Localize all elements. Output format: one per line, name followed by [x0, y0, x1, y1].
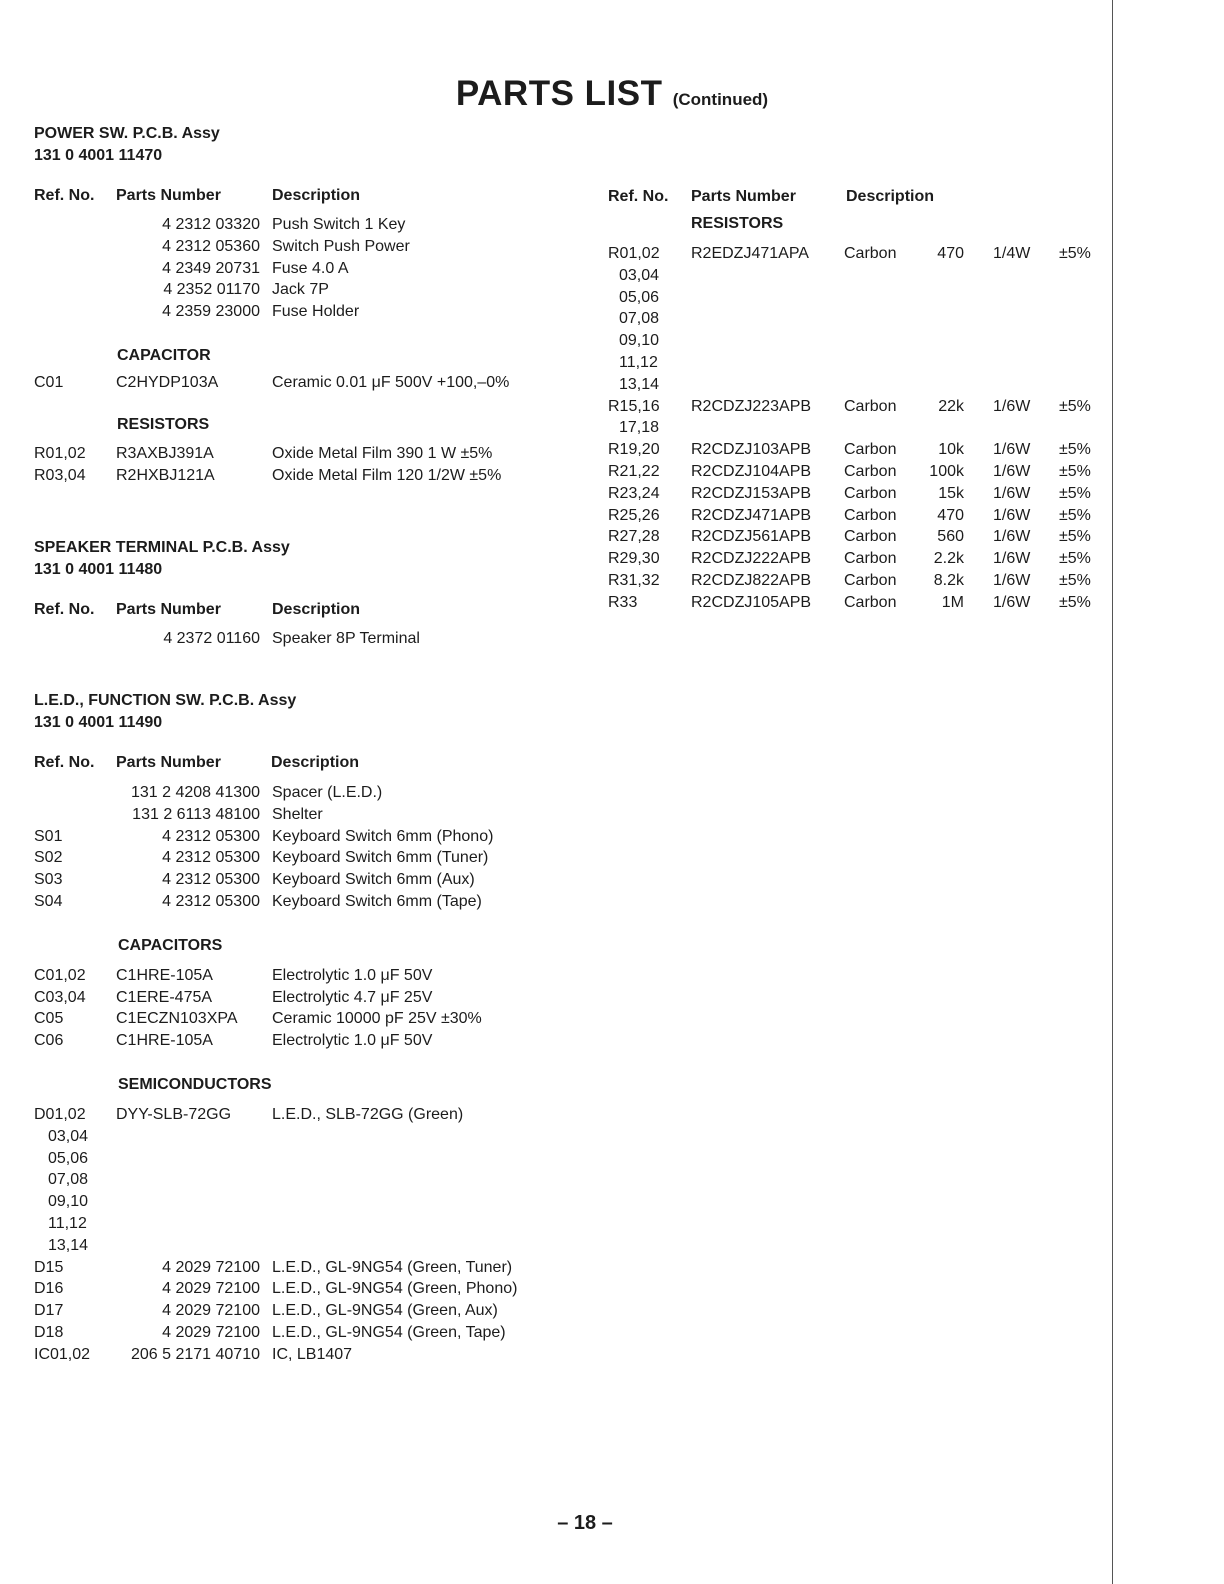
list-item [34, 1171, 594, 1193]
wattage: 1/6W [993, 593, 1031, 611]
speaker-table-header [34, 601, 574, 623]
parts-number: 4 2312 05300 [162, 849, 260, 867]
led-semiconductors-heading [34, 1076, 594, 1098]
description: Electrolytic 1.0 μF 50V [272, 966, 433, 984]
parts-number: 4 2312 05300 [162, 871, 260, 889]
tolerance: ±5% [1059, 550, 1091, 568]
capacitors-title: CAPACITORS [118, 936, 223, 954]
parts-number: 4 2372 01160 [163, 630, 260, 647]
list-item [34, 303, 574, 325]
list-item [34, 1237, 594, 1259]
list-item [34, 1280, 594, 1302]
list-item [34, 828, 594, 850]
led-items-list [34, 784, 594, 915]
parts-number: C1HRE-105A [116, 966, 213, 984]
parts-number: C1ECZN103XPA [116, 1010, 238, 1028]
resistance-value: 560 [937, 528, 964, 546]
wattage: 1/6W [993, 397, 1031, 415]
list-item [34, 784, 594, 806]
ref-number: R27,28 [608, 528, 660, 546]
description: Keyboard Switch 6mm (Tape) [272, 892, 482, 910]
list-item [34, 1032, 594, 1054]
table-row [608, 594, 1108, 616]
power-assy-number: 131 0 4001 11470 [34, 147, 163, 164]
tolerance: ±5% [1059, 245, 1091, 262]
description: Ceramic 0.01 μF 500V +100,–0% [272, 373, 510, 391]
ref-number: R01,02 [34, 444, 86, 462]
page-number: – 18 – [557, 1512, 613, 1534]
list-item [34, 1193, 594, 1215]
tolerance: ±5% [1059, 397, 1091, 415]
parts-number: 4 2352 01170 [163, 281, 260, 299]
ref-number: C06 [34, 1032, 64, 1050]
description: Shelter [272, 805, 323, 823]
list-item [34, 630, 574, 652]
right-table-header [608, 188, 1108, 210]
power-resistor-list [34, 445, 574, 489]
parts-number: R2CDZJ103APB [691, 441, 812, 459]
table-row [608, 419, 1108, 441]
list-item [34, 238, 574, 260]
ref-number: 13,14 [48, 1236, 89, 1254]
parts-number: R2CDZJ223APB [691, 397, 812, 415]
power-sw-section [34, 123, 574, 488]
resistor-type: Carbon [844, 506, 897, 524]
ref-number: 11,12 [619, 353, 658, 371]
table-row [608, 289, 1108, 311]
resistance-value: 22k [938, 397, 964, 415]
speaker-assy-name: SPEAKER TERMINAL P.C.B. Assy [34, 539, 290, 556]
table-row [608, 398, 1108, 420]
list-item [34, 374, 574, 396]
title-main: PARTS LIST [455, 74, 663, 113]
resistor-type: Carbon [844, 245, 897, 262]
tolerance: ±5% [1059, 571, 1091, 589]
parts-number: 4 2029 72100 [162, 1302, 260, 1320]
resistor-type: Carbon [844, 484, 897, 502]
description: Keyboard Switch 6mm (Aux) [272, 871, 475, 889]
wattage: 1/6W [993, 550, 1031, 568]
ref-number: 03,04 [48, 1127, 89, 1145]
wattage: 1/6W [993, 571, 1031, 589]
description-header: Description [271, 754, 360, 771]
ref-header: Ref. No. [608, 188, 669, 205]
ref-number: 07,08 [619, 310, 660, 328]
table-row [608, 550, 1108, 572]
parts-number: R2CDZJ222APB [691, 550, 812, 568]
table-row [608, 245, 1108, 267]
parts-number: R2CDZJ471APB [691, 506, 812, 524]
resistors-title: RESISTORS [691, 215, 784, 232]
parts-number: C2HYDP103A [116, 373, 219, 391]
resistance-value: 470 [937, 506, 964, 524]
title-sub: (Continued) [672, 90, 769, 109]
power-items-list [34, 216, 574, 325]
list-item [34, 260, 574, 282]
power-table-header [34, 187, 574, 209]
ref-number: R25,26 [608, 506, 660, 524]
description: Keyboard Switch 6mm (Tuner) [272, 849, 489, 867]
resistance-value: 8.2k [933, 571, 964, 589]
tolerance: ±5% [1059, 484, 1091, 502]
ref-number: 05,06 [48, 1149, 89, 1167]
description: Push Switch 1 Key [272, 216, 406, 233]
page-title [0, 74, 1224, 114]
right-resistor-list [608, 245, 1108, 616]
parts-number: R2EDZJ471APA [691, 245, 809, 262]
power-capacitor-heading [34, 347, 574, 369]
right-resistors-heading [608, 215, 1108, 237]
list-item [34, 1215, 594, 1237]
description: L.E.D., GL-9NG54 (Green, Phono) [272, 1280, 518, 1298]
table-row [608, 376, 1108, 398]
ref-number: R23,24 [608, 484, 660, 502]
power-resistors-heading [34, 416, 574, 438]
ref-number: R01,02 [608, 245, 660, 262]
ref-number: 11,12 [48, 1214, 87, 1232]
description: Oxide Metal Film 120 1/2W ±5% [272, 466, 502, 484]
list-item [34, 281, 574, 303]
description: Switch Push Power [272, 237, 410, 255]
list-item [34, 989, 594, 1011]
semiconductors-title: SEMICONDUCTORS [118, 1075, 272, 1093]
parts-number: R2CDZJ104APB [691, 462, 812, 480]
ref-number: C03,04 [34, 988, 86, 1006]
ref-header: Ref. No. [34, 754, 95, 771]
table-row [608, 441, 1108, 463]
led-table-header [34, 754, 594, 776]
parts-number: 4 2312 05300 [162, 892, 260, 910]
list-item [34, 445, 574, 467]
parts-number: R2CDZJ153APB [691, 484, 812, 502]
parts-number: R2CDZJ105APB [691, 593, 812, 611]
description: Jack 7P [272, 281, 329, 299]
ref-number: R29,30 [608, 550, 660, 568]
page-border-line [1112, 0, 1113, 1584]
ref-number: 13,14 [619, 375, 660, 393]
list-item [34, 1346, 594, 1368]
tolerance: ±5% [1059, 462, 1091, 480]
speaker-terminal-section [34, 537, 574, 652]
tolerance: ±5% [1059, 506, 1091, 524]
list-item [34, 967, 594, 989]
power-assy-name: POWER SW. P.C.B. Assy [34, 125, 220, 142]
ref-number: R15,16 [608, 397, 660, 415]
description: L.E.D., GL-9NG54 (Green, Tuner) [272, 1258, 513, 1276]
ref-number: IC01,02 [34, 1345, 91, 1363]
ref-number: S04 [34, 892, 63, 910]
parts-number: R3AXBJ391A [116, 444, 214, 462]
description: Electrolytic 4.7 μF 25V [272, 988, 433, 1006]
parts-number: 131 2 4208 41300 [130, 784, 260, 801]
ref-number: 17,18 [619, 419, 660, 437]
wattage: 1/4W [993, 245, 1031, 262]
description: Electrolytic 1.0 μF 50V [272, 1032, 433, 1050]
description-header: Description [272, 187, 361, 204]
table-row [608, 267, 1108, 289]
led-function-section [34, 690, 594, 1368]
parts-number: C1ERE-475A [116, 988, 213, 1006]
parts-number-header: Parts Number [691, 188, 796, 205]
parts-number: 4 2029 72100 [162, 1258, 260, 1276]
resistor-type: Carbon [844, 397, 897, 415]
speaker-items-list [34, 630, 574, 652]
tolerance: ±5% [1059, 528, 1091, 546]
ref-number: D17 [34, 1302, 64, 1320]
led-capacitors-heading [34, 937, 594, 959]
ref-number: D01,02 [34, 1105, 86, 1123]
ref-number: R31,32 [608, 571, 660, 589]
led-assy-number: 131 0 4001 11490 [34, 714, 163, 731]
parts-number-header: Parts Number [116, 187, 221, 204]
description: Spacer (L.E.D.) [272, 784, 383, 801]
description: Speaker 8P Terminal [272, 630, 420, 647]
parts-number: 4 2029 72100 [162, 1280, 260, 1298]
resistor-type: Carbon [844, 441, 897, 459]
parts-number: 4 2312 05300 [162, 827, 260, 845]
ref-number: 05,06 [619, 288, 660, 306]
wattage: 1/6W [993, 462, 1031, 480]
parts-number: 4 2312 05360 [162, 237, 260, 255]
table-row [608, 528, 1108, 550]
list-item [34, 1324, 594, 1346]
list-item [34, 849, 594, 871]
wattage: 1/6W [993, 441, 1031, 459]
table-row [608, 572, 1108, 594]
list-item [34, 871, 594, 893]
right-resistor-section [608, 188, 1108, 616]
led-semiconductor-list [34, 1106, 594, 1368]
description-header: Description [272, 601, 361, 618]
ref-number: R19,20 [608, 441, 660, 459]
ref-header: Ref. No. [34, 601, 95, 618]
parts-number: 4 2359 23000 [162, 303, 260, 321]
tolerance: ±5% [1059, 441, 1091, 459]
parts-number-header: Parts Number [116, 754, 221, 771]
ref-number: C05 [34, 1010, 64, 1028]
list-item [34, 1128, 594, 1150]
ref-number: D18 [34, 1323, 64, 1341]
wattage: 1/6W [993, 484, 1031, 502]
table-row [608, 463, 1108, 485]
table-row [608, 310, 1108, 332]
list-item [34, 467, 574, 489]
list-item [34, 1150, 594, 1172]
description: L.E.D., SLB-72GG (Green) [272, 1105, 464, 1123]
resistors-title: RESISTORS [117, 415, 210, 433]
ref-number: 07,08 [48, 1171, 89, 1189]
resistance-value: 15k [938, 484, 964, 502]
ref-number: S02 [34, 849, 63, 867]
description: L.E.D., GL-9NG54 (Green, Aux) [272, 1302, 498, 1320]
ref-number: C01,02 [34, 966, 86, 984]
tolerance: ±5% [1059, 593, 1091, 611]
description: IC, LB1407 [272, 1345, 353, 1363]
parts-number: 206 5 2171 40710 [130, 1345, 260, 1363]
resistance-value: 470 [937, 245, 964, 262]
description: Oxide Metal Film 390 1 W ±5% [272, 444, 493, 462]
resistance-value: 100k [929, 462, 964, 480]
parts-number: 4 2312 03320 [162, 216, 260, 233]
ref-number: 09,10 [619, 332, 660, 350]
parts-number: 4 2029 72100 [162, 1323, 260, 1341]
resistance-value: 2.2k [933, 550, 964, 568]
ref-number: D15 [34, 1258, 64, 1276]
description: L.E.D., GL-9NG54 (Green, Tape) [272, 1323, 506, 1341]
parts-number: 4 2349 20731 [162, 259, 260, 277]
resistor-type: Carbon [844, 528, 897, 546]
ref-number: C01 [34, 373, 64, 391]
ref-number: R21,22 [608, 462, 660, 480]
led-assy-name: L.E.D., FUNCTION SW. P.C.B. Assy [34, 692, 297, 709]
list-item [34, 806, 594, 828]
ref-header: Ref. No. [34, 187, 95, 204]
parts-number: C1HRE-105A [116, 1032, 213, 1050]
resistance-value: 1M [941, 593, 964, 611]
table-row [608, 354, 1108, 376]
speaker-assy-number: 131 0 4001 11480 [34, 561, 163, 578]
table-row [608, 332, 1108, 354]
wattage: 1/6W [993, 528, 1031, 546]
ref-number: 03,04 [619, 266, 660, 284]
parts-number: DYY-SLB-72GG [116, 1105, 232, 1123]
description: Fuse Holder [272, 303, 360, 321]
list-item [34, 1259, 594, 1281]
parts-number: 131 2 6113 48100 [132, 805, 260, 823]
wattage: 1/6W [993, 506, 1031, 524]
parts-number: R2CDZJ822APB [691, 571, 812, 589]
parts-number-header: Parts Number [116, 601, 221, 618]
capacitor-title: CAPACITOR [117, 346, 211, 364]
list-item [34, 1302, 594, 1324]
power-capacitor-list [34, 374, 574, 396]
ref-number: D16 [34, 1280, 64, 1298]
resistor-type: Carbon [844, 462, 897, 480]
description-header: Description [846, 188, 935, 205]
ref-number: 09,10 [48, 1193, 89, 1211]
list-item [34, 1106, 594, 1128]
parts-number: R2HXBJ121A [116, 466, 215, 484]
list-item [34, 1010, 594, 1032]
ref-number: S01 [34, 827, 63, 845]
description: Fuse 4.0 A [272, 259, 349, 277]
resistor-type: Carbon [844, 571, 897, 589]
ref-number: S03 [34, 871, 63, 889]
resistance-value: 10k [938, 441, 964, 459]
led-capacitor-list [34, 967, 594, 1054]
description: Keyboard Switch 6mm (Phono) [272, 827, 494, 845]
list-item [34, 216, 574, 238]
ref-number: R03,04 [34, 466, 86, 484]
resistor-type: Carbon [844, 550, 897, 568]
table-row [608, 507, 1108, 529]
description: Ceramic 10000 pF 25V ±30% [272, 1010, 482, 1028]
parts-number: R2CDZJ561APB [691, 528, 812, 546]
list-item [34, 893, 594, 915]
ref-number: R33 [608, 593, 638, 611]
table-row [608, 485, 1108, 507]
resistor-type: Carbon [844, 593, 897, 611]
